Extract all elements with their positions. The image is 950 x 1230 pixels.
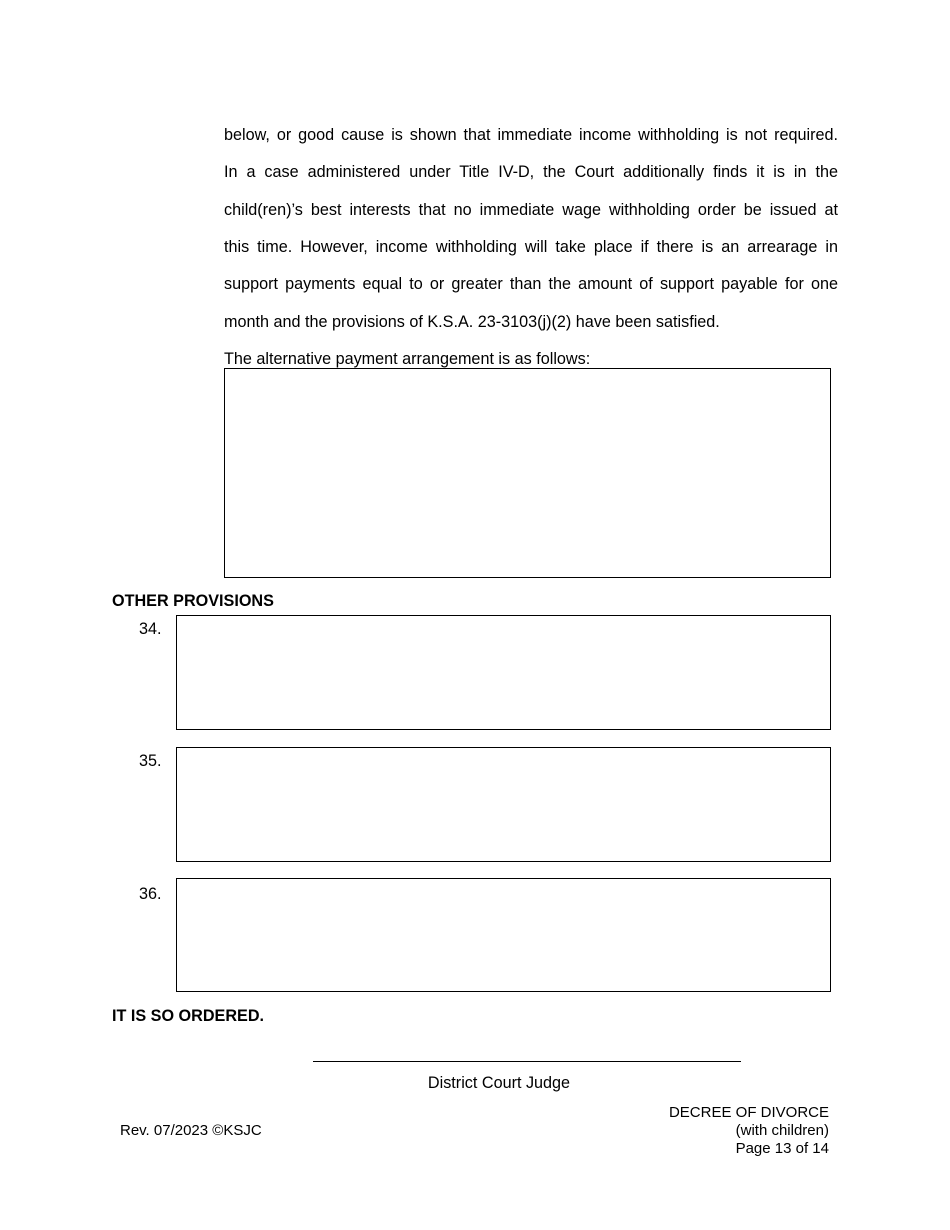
provision-34-number: 34.	[139, 620, 162, 638]
alternative-payment-label: The alternative payment arrangement is as follows:	[224, 350, 591, 368]
other-provisions-heading: OTHER PROVISIONS	[112, 592, 274, 610]
alternative-payment-field[interactable]	[224, 368, 831, 578]
footer-document-info	[669, 1104, 829, 1158]
footer-doc-subtitle: (with children)	[735, 1122, 829, 1139]
provision-35-number: 35.	[139, 752, 162, 770]
footer-doc-title: DECREE OF DIVORCE	[668, 1104, 829, 1121]
provision-36-field[interactable]	[176, 878, 831, 992]
paragraph-line-4: this time. However, income withholding will take place if there is an arrearage in	[224, 238, 838, 256]
footer-revision: Rev. 07/2023 ©KSJC	[120, 1122, 262, 1139]
footer-page-number: Page 13 of 14	[735, 1140, 829, 1157]
provision-36-number: 36.	[139, 885, 162, 903]
judge-signature-line[interactable]	[313, 1060, 741, 1062]
paragraph-line-2: In a case administered under Title IV-D, the Court additionally finds it is in the	[224, 163, 838, 181]
provision-35-field[interactable]	[176, 747, 831, 862]
paragraph-line-3: child(ren)’s best interests that no immediate wage withholding order be issued at	[224, 201, 838, 219]
judge-signature-label: District Court Judge	[427, 1074, 571, 1092]
provision-34-field[interactable]	[176, 615, 831, 730]
paragraph-line-6: month and the provisions of K.S.A. 23-3103(j)(2) have been satisfied.	[224, 313, 720, 331]
order-statement: IT IS SO ORDERED.	[112, 1007, 265, 1025]
paragraph-line-1: below, or good cause is shown that immediate income withholding is not required.	[224, 126, 838, 144]
paragraph-line-5: support payments equal to or greater than the amount of support payable for one	[224, 275, 838, 293]
